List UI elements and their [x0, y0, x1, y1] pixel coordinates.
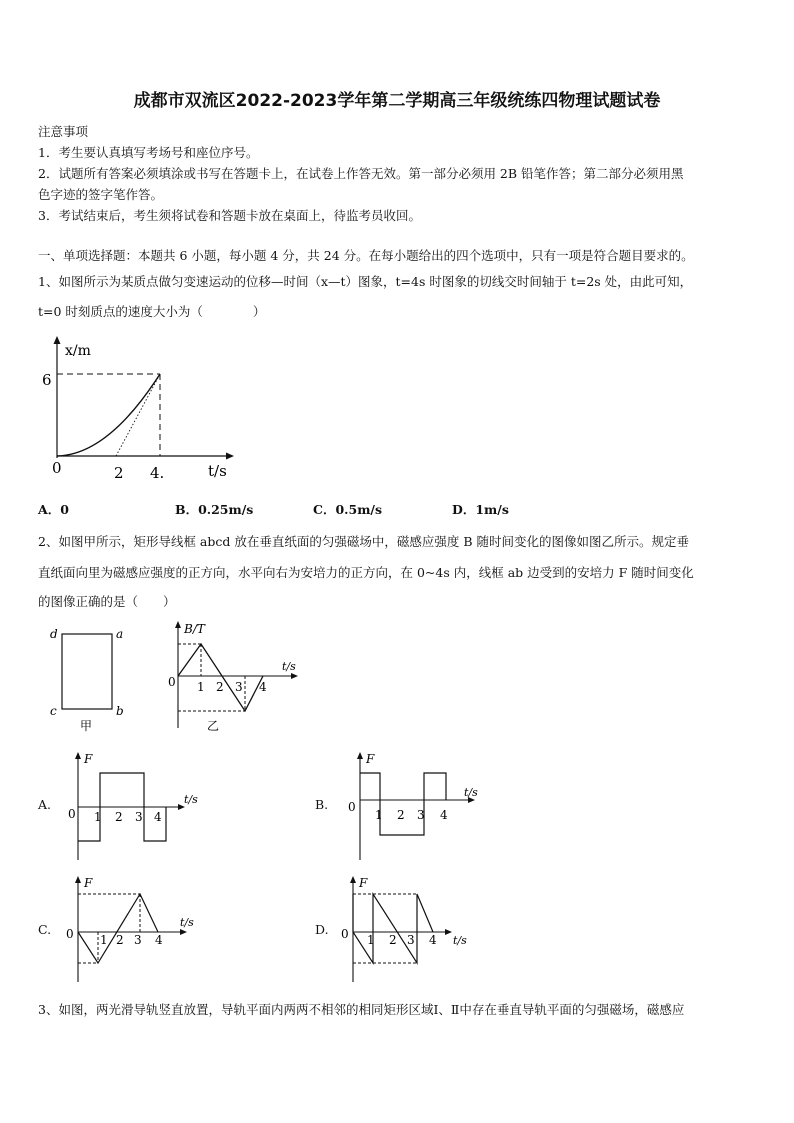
q1-y6: 6: [42, 371, 52, 389]
qd-o: 0: [341, 927, 349, 941]
qc-x-arrow: [180, 929, 187, 935]
notice-item-1: 1．考生要认真填写考场号和座位序号。: [38, 145, 259, 160]
notice-item-3: 3．考试结束后，考生须将试卷和答题卡放在桌面上，待监考员收回。: [38, 208, 421, 223]
q2-option-c-graph[interactable]: [60, 872, 210, 987]
q1-stem-line2: t=0 时刻质点的速度大小为（ ）: [38, 304, 266, 319]
q1-curve: [57, 374, 160, 456]
qd-y-arrow: [350, 876, 356, 883]
qc-waveform: [78, 894, 158, 963]
q2-frame-c: c: [50, 704, 57, 718]
q2-bt-origin: 0: [168, 675, 176, 689]
q1-option-c[interactable]: C．0.5m/s: [313, 502, 383, 517]
qa-n1: 1: [94, 810, 102, 824]
qd-F: F: [359, 876, 368, 890]
q1-xlabel: t/s: [208, 462, 227, 480]
q2-option-a-label[interactable]: A.: [38, 797, 52, 812]
qb-waveform: [360, 773, 446, 835]
qb-o: 0: [348, 800, 356, 814]
qb-n2: 2: [397, 808, 405, 822]
qa-y-arrow: [75, 752, 81, 759]
q1-option-d[interactable]: D．1m/s: [452, 502, 509, 517]
qa-n4: 4: [154, 810, 162, 824]
q2-bt-t1: 1: [197, 680, 205, 694]
qd-x-arrow: [445, 929, 452, 935]
q2-frame-caption: 甲: [80, 719, 93, 733]
qd-n4: 4: [429, 933, 437, 947]
notice-heading: 注意事项: [38, 124, 89, 139]
q2-option-c-label[interactable]: C.: [38, 922, 52, 937]
qc-y-arrow: [75, 876, 81, 883]
exam-title: 成都市双流区2022-2023学年第二学期高三年级统练四物理试题试卷: [133, 91, 661, 111]
qc-o: 0: [66, 927, 74, 941]
q2-bt-x-arrow: [291, 673, 298, 679]
qd-waveform: [353, 894, 433, 963]
qa-o: 0: [68, 807, 76, 821]
qb-F: F: [366, 752, 375, 766]
q2-frame-a: a: [116, 627, 124, 641]
qd-t: t/s: [453, 934, 467, 947]
q1-ylabel: x/m: [65, 343, 91, 359]
q2-option-a-graph[interactable]: [60, 748, 210, 863]
qa-t: t/s: [184, 793, 198, 806]
q2-option-b-graph[interactable]: [342, 748, 492, 863]
notice-item-2: 2．试题所有答案必须填涂或书写在答题卡上，在试卷上作答无效。第一部分必须用 2B 铅笔作答；第二部分必须用黑: [38, 166, 684, 181]
q1-xt-graph: [38, 333, 248, 488]
qb-n1: 1: [375, 808, 383, 822]
q2-bt-t4: 4: [259, 680, 267, 694]
q2-bt-xlabel: t/s: [282, 660, 296, 673]
qa-n2: 2: [115, 810, 123, 824]
q1-x2: 2: [114, 464, 124, 482]
qc-n4: 4: [155, 933, 163, 947]
q2-bt-graph: [165, 618, 305, 738]
qb-t: t/s: [464, 786, 478, 799]
qa-n3: 3: [135, 810, 143, 824]
q1-origin: 0: [52, 459, 62, 477]
q2-bt-t2: 2: [216, 680, 224, 694]
q1-y-arrow: [54, 336, 61, 344]
q2-frame-rect: [62, 634, 112, 709]
qc-n3: 3: [134, 933, 142, 947]
qa-F: F: [84, 752, 93, 766]
qc-n1: 1: [100, 933, 108, 947]
notice-item-2-cont: 色字迹的签字笔作答。: [38, 187, 164, 202]
q1-option-a[interactable]: A．0: [38, 502, 69, 517]
q1-stem-line1: 1、如图所示为某质点做匀变速运动的位移—时间（x—t）图象，t=4s 时图象的切线交时间轴于 t=2s 处，由此可知，: [38, 274, 693, 289]
q2-bt-y-arrow: [175, 621, 181, 628]
q2-stem-line1: 2、如图甲所示，矩形导线框 abcd 放在垂直纸面的匀强磁场中，磁感应强度 B 随时间变化的图像如图乙所示。规定垂: [38, 534, 689, 549]
q1-option-b[interactable]: B．0.25m/s: [175, 502, 254, 517]
qd-n3: 3: [407, 933, 415, 947]
qc-n2: 2: [116, 933, 124, 947]
qb-n4: 4: [440, 808, 448, 822]
q2-stem-line3: 的图像正确的是（ ）: [38, 594, 176, 609]
qb-y-arrow: [357, 752, 363, 759]
q1-x-arrow: [226, 453, 234, 460]
q2-option-d-label[interactable]: D.: [315, 922, 329, 937]
qc-t: t/s: [180, 916, 194, 929]
qd-n1: 1: [367, 933, 375, 947]
q2-bt-caption: 乙: [207, 719, 220, 733]
q2-frame-figure: [40, 622, 140, 737]
q2-option-d-graph[interactable]: [335, 872, 485, 987]
q2-stem-line2: 直纸面向里为磁感应强度的正方向，水平向右为安培力的正方向，在 0~4s 内，线框 ab 边受到的安培力 F 随时间变化: [38, 565, 694, 580]
qd-n2: 2: [389, 933, 397, 947]
section-heading: 一、单项选择题：本题共 6 小题，每小题 4 分，共 24 分。在每小题给出的四个选项中，只有一项是符合题目要求的。: [38, 248, 694, 263]
q2-bt-t3: 3: [235, 680, 243, 694]
q2-bt-ylabel: B/T: [184, 622, 205, 636]
qb-n3: 3: [417, 808, 425, 822]
q2-frame-b: b: [116, 704, 124, 718]
q3-stem-line1: 3、如图，两光滑导轨竖直放置，导轨平面内两两不相邻的相同矩形区域Ⅰ、Ⅱ中存在垂直导轨平面的匀强磁场，磁感应: [38, 1002, 685, 1017]
q2-bt-curve: [178, 644, 263, 711]
q1-x4: 4.: [150, 464, 165, 482]
q2-frame-d: d: [50, 627, 58, 641]
q2-option-b-label[interactable]: B.: [315, 797, 329, 812]
q1-tangent: [116, 374, 160, 456]
qc-F: F: [84, 876, 93, 890]
